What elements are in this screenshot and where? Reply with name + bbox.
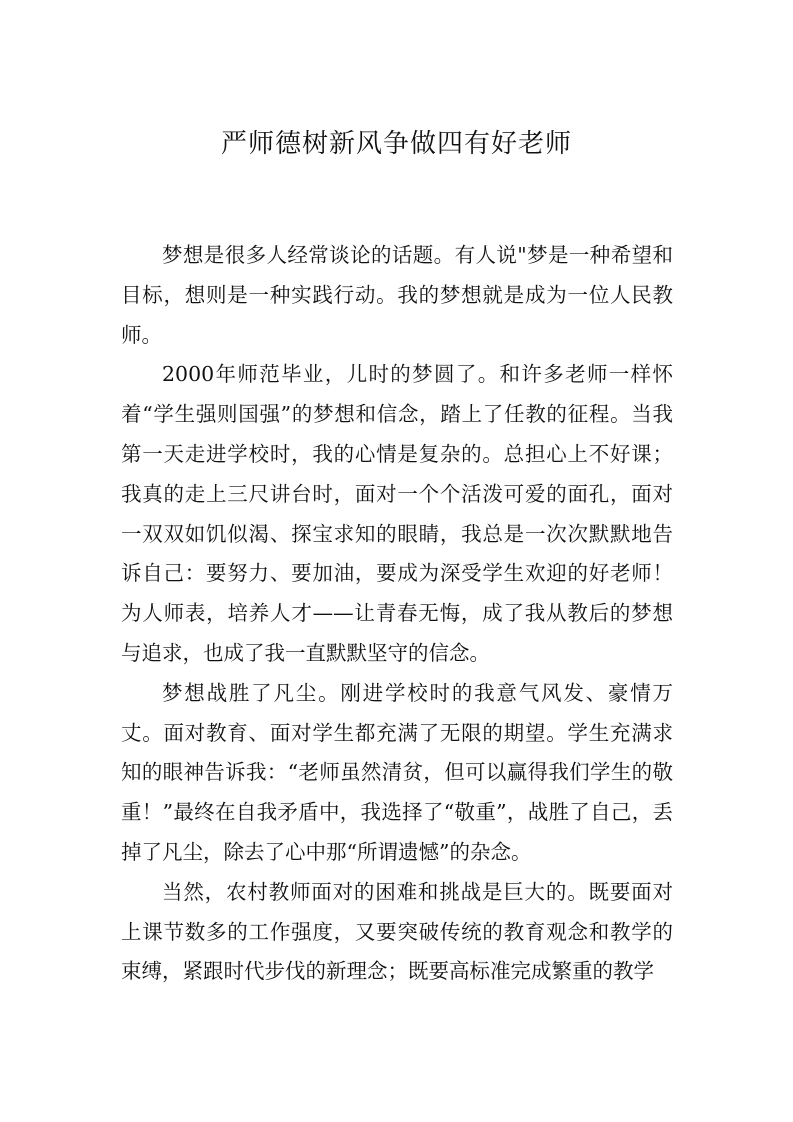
document-title: 严师德树新风争做四有好老师 bbox=[220, 129, 572, 159]
paragraph: 梦想是很多人经常谈论的话题。有人说"梦是一种希望和目标，想则是一种实践行动。我的梦想就是成为一位人民教师。 bbox=[121, 243, 673, 347]
paragraph: 梦想战胜了凡尘。刚进学校时的我意气风发、豪情万丈。面对教育、面对学生都充满了无限的期望。学生充满求知的眼神告诉我：“老师虽然清贫，但可以赢得我们学生的敬重！”最终在自我矛盾中，我选择了“敬重”，战胜了自己，丢掉了凡尘，除去了心中那“所谓遗憾”的杂念。 bbox=[121, 680, 673, 864]
paragraph: 2000年师范毕业，儿时的梦圆了。和许多老师一样怀着“学生强则国强”的梦想和信念，踏上了任教的征程。当我第一天走进学校时，我的心情是复杂的。总担心上不好课；我真的走上三尺讲台时，面对一个个活泼可爱的面孔，面对一双双如饥似渴、探宝求知的眼睛，我总是一次次默默地告诉自己：要努力、要加油，要成为深受学生欢迎的好老师！为人师表，培养人才——让青春无悔，成了我从教后的梦想与追求，也成了我一直默默坚守的信念。 bbox=[121, 362, 673, 665]
document-body bbox=[121, 236, 673, 992]
paragraph: 当然，农村教师面对的困难和挑战是巨大的。既要面对上课节数多的工作强度，又要突破传统的教育观念和教学的束缚，紧跟时代步伐的新理念；既要高标准完成繁重的教学 bbox=[121, 879, 673, 984]
